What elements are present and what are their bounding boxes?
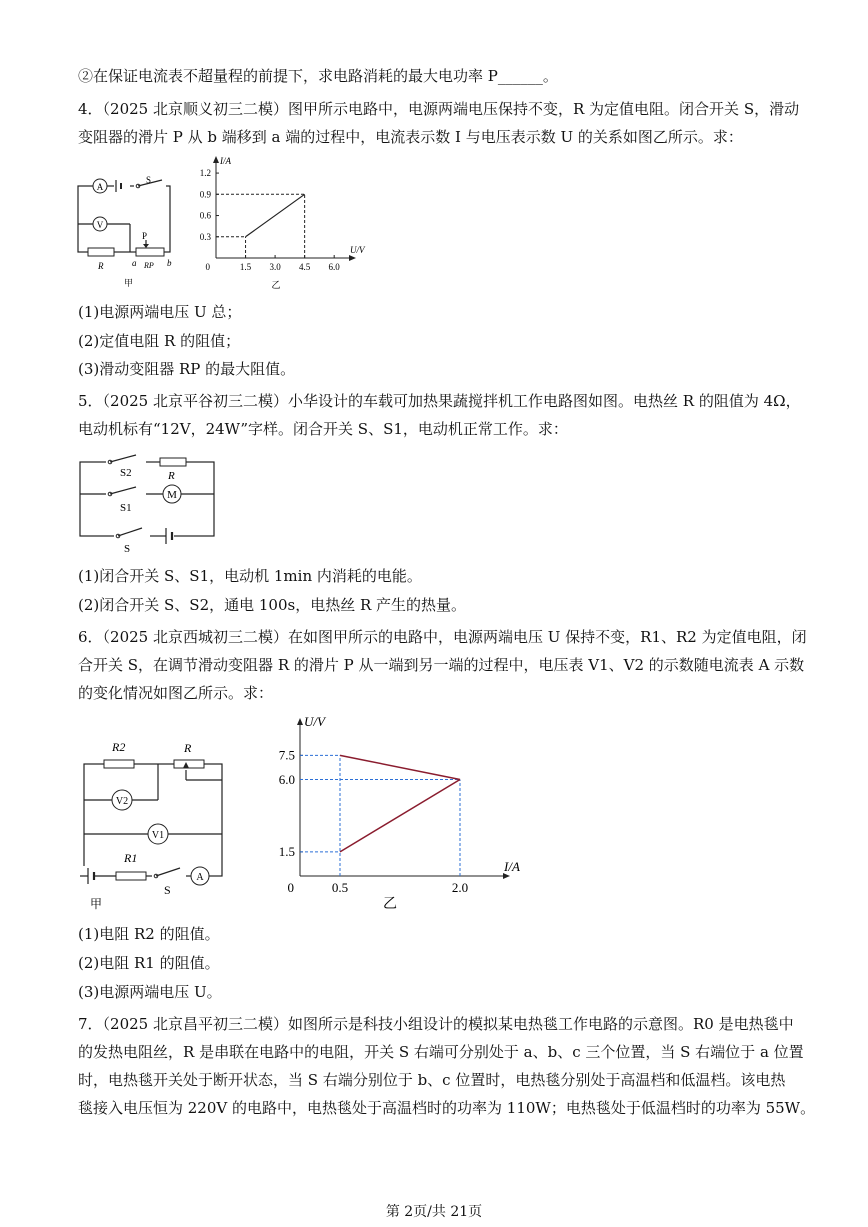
figure-caption-jia: 甲 xyxy=(90,897,103,911)
problem-5-q2: (2)闭合开关 S、S2，通电 100s，电热丝 R 产生的热量。 xyxy=(78,596,467,614)
problem-6-line-1: 6．（2025 北京西城初三二模）在如图甲所示的电路中，电源两端电压 U 保持不变，R1、R2 为定值电阻，闭 xyxy=(78,628,807,646)
question-2-line: ②在保证电流表不超量程的前提下，求电路消耗的最大电功率 P______。 xyxy=(78,67,558,85)
ammeter-label: A xyxy=(196,872,204,883)
problem-6-line-2: 合开关 S，在调节滑动变阻器 R 的滑片 P 从一端到另一端的过程中，电压表 V1、V2 的示数随电流表 A 示数 xyxy=(78,656,805,674)
resistor-label: R xyxy=(98,261,104,271)
y-axis-label: U/V xyxy=(304,714,325,729)
y-axis-label: I/A xyxy=(220,156,231,166)
figure-caption-jia: 甲 xyxy=(124,278,134,288)
end-a-label: a xyxy=(132,258,137,268)
r-label: R xyxy=(184,741,192,755)
x-tick-label: 6.0 xyxy=(328,262,340,272)
circuit-diagram-4 xyxy=(74,172,186,288)
x-tick-label: 3.0 xyxy=(269,262,281,272)
origin-label: 0 xyxy=(287,880,294,895)
circuit-diagram-6 xyxy=(76,734,232,910)
problem-6-q1: (1)电阻 R2 的阻值。 xyxy=(78,925,220,943)
problem-5-line-2: 电动机标有“12V，24W”字样。闭合开关 S、S1，电动机正常工作。求： xyxy=(78,420,568,438)
problem-4-line-2: 变阻器的滑片 P 从 b 端移到 a 端的过程中，电流表示数 I 与电压表示数 U 的关系如图乙所示。求： xyxy=(78,128,743,146)
problem-7-line-4: 毯接入电压恒为 220V 的电路中，电热毯处于高温档时的功率为 110W；电热毯处于低温档时的功率为 55W。 xyxy=(78,1099,816,1117)
problem-4-line-1: 4．（2025 北京顺义初三二模）图甲所示电路中，电源两端电压保持不变，R 为定值电阻。闭合开关 S，滑动 xyxy=(78,100,800,118)
problem-6-line-3: 的变化情况如图乙所示。求： xyxy=(78,684,274,702)
problem-4-q3: (3)滑动变阻器 RP 的最大阻值。 xyxy=(78,360,296,378)
s-label: S xyxy=(124,543,131,555)
y-axis-arrow xyxy=(213,156,219,163)
origin-label: 0 xyxy=(205,262,210,272)
series-line-1 xyxy=(340,755,460,779)
series-line-2 xyxy=(340,779,460,851)
ammeter-label: A xyxy=(96,182,104,192)
s1-label: S1 xyxy=(120,502,132,514)
problem-5-line-1: 5．（2025 北京平谷初三二模）小华设计的车载可加热果蔬搅拌机工作电路图如图。电热丝 R 的阻值为 4Ω， xyxy=(78,392,801,410)
y-tick-label: 6.0 xyxy=(278,771,295,787)
x-tick-label: 0.5 xyxy=(331,880,349,895)
switch-label: S xyxy=(146,175,152,185)
slider-label: P xyxy=(142,231,148,241)
v2-label: V2 xyxy=(115,796,129,807)
y-tick-label: 0.3 xyxy=(199,231,211,242)
y-tick-label: 0.6 xyxy=(199,210,211,221)
s2-label: S2 xyxy=(120,467,132,479)
series-line-1 xyxy=(246,194,305,236)
motor-label: M xyxy=(167,489,177,501)
problem-7-line-1: 7．（2025 北京昌平初三二模）如图所示是科技小组设计的模拟某电热毯工作电路的示意图。R0 是电热毯中 xyxy=(78,1015,794,1033)
y-tick-label: 1.2 xyxy=(199,168,211,179)
problem-4-q1: (1)电源两端电压 U 总； xyxy=(78,303,242,321)
problem-7-line-3: 时，电热毯开关处于断开状态，当 S 右端分别位于 b、c 位置时，电热毯分别处于高温档和低温档。该电热 xyxy=(78,1071,786,1089)
problem-6-q2: (2)电阻 R1 的阻值。 xyxy=(78,954,220,972)
y-tick-label: 1.5 xyxy=(278,844,295,860)
circuit-diagram-5 xyxy=(74,448,224,558)
x-axis-label: I/A xyxy=(504,859,520,874)
r1-label: R1 xyxy=(124,851,138,865)
y-axis-arrow xyxy=(297,718,303,725)
problem-6-q3: (3)电源两端电压 U。 xyxy=(78,983,222,1001)
chart-4 xyxy=(186,150,372,292)
x-axis-arrow xyxy=(349,255,356,261)
r-label: R xyxy=(168,470,175,482)
x-tick-label: 1.5 xyxy=(239,262,252,272)
end-b-label: b xyxy=(167,258,172,268)
voltmeter-label: V xyxy=(96,220,104,230)
x-tick-label: 4.5 xyxy=(299,262,311,272)
y-tick-label: 7.5 xyxy=(278,747,295,763)
figure-caption-yi: 乙 xyxy=(383,897,397,912)
problem-5-q1: (1)闭合开关 S、S1，电动机 1min 内消耗的电能。 xyxy=(78,567,422,585)
r2-label: R2 xyxy=(112,740,126,754)
rheostat-label: RP xyxy=(144,261,154,270)
problem-7-line-2: 的发热电阻丝，R 是串联在电路中的电阻，开关 S 右端可分别处于 a、b、c 三个位置，当 S 右端位于 a 位置 xyxy=(78,1043,804,1061)
chart-6 xyxy=(262,708,518,914)
s-label: S xyxy=(164,883,171,897)
figure-caption-yi: 乙 xyxy=(271,280,281,290)
x-tick-label: 2.0 xyxy=(451,880,469,895)
v1-label: V1 xyxy=(151,830,165,841)
problem-4-q2: (2)定值电阻 R 的阻值； xyxy=(78,332,241,350)
page-footer: 第 2页/共 21页 xyxy=(385,1204,483,1220)
y-tick-label: 0.9 xyxy=(199,189,211,200)
x-axis-label: U/V xyxy=(350,245,365,255)
